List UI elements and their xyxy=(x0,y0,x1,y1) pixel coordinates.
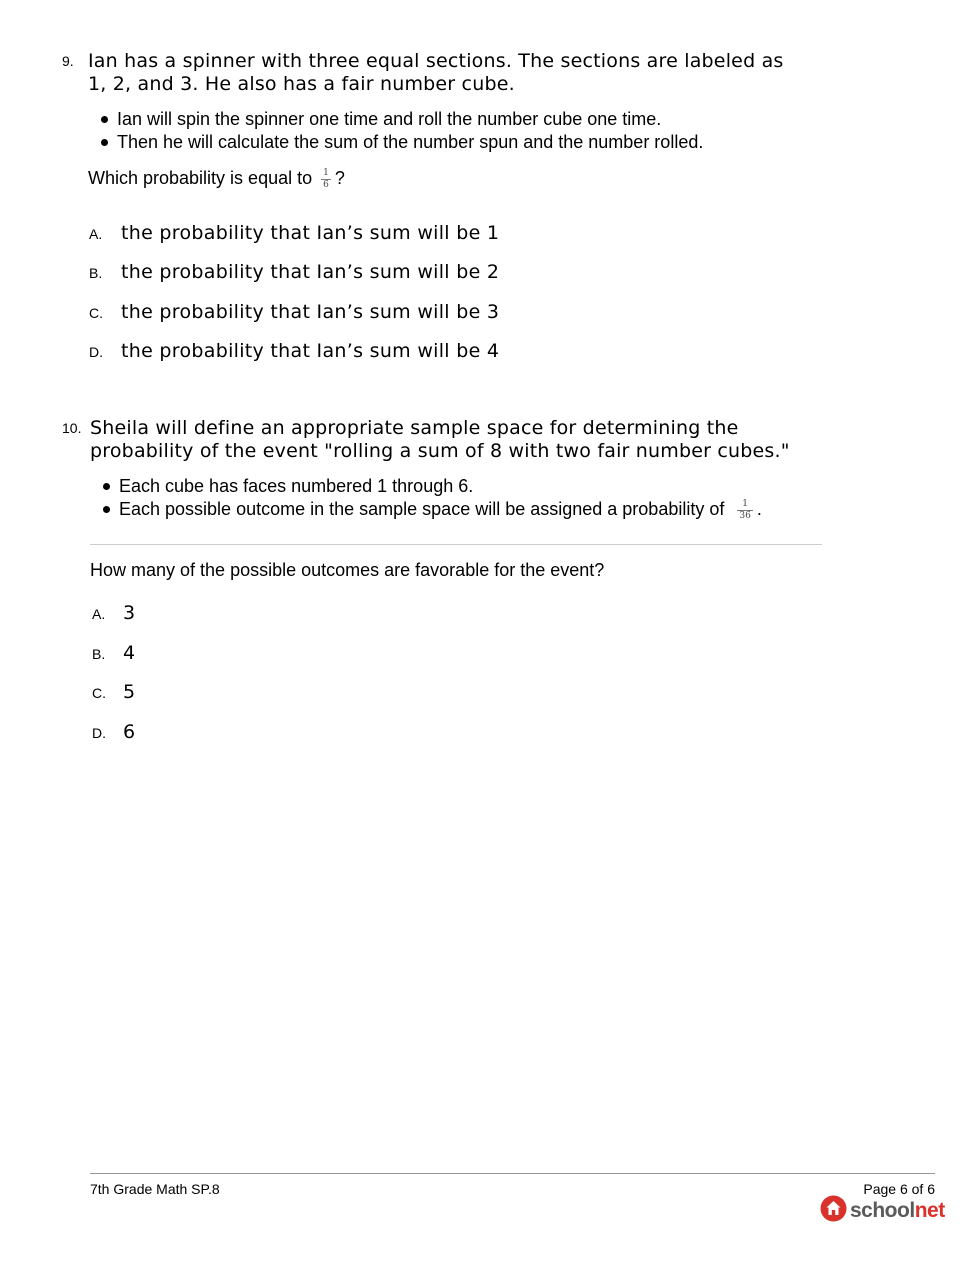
choice-text: 6 xyxy=(123,721,136,743)
choice-text: the probability that Ian’s sum will be 2 xyxy=(121,261,500,283)
question-prompt: How many of the possible outcomes are favorable for the event? xyxy=(90,560,605,580)
choice-letter: C. xyxy=(92,685,106,701)
question-prompt: Which probability is equal to $\frac{1}{6}$ ? xyxy=(88,167,345,190)
choice-text: 5 xyxy=(123,681,136,703)
answer-choice-b[interactable] xyxy=(89,261,499,283)
question-number: 9. xyxy=(62,53,74,69)
bullet-icon xyxy=(103,506,110,513)
question-number: 10. xyxy=(62,420,82,436)
bullet-icon xyxy=(103,483,110,490)
answer-choice-c[interactable] xyxy=(92,681,135,703)
fraction: $\frac{1}{6}$ xyxy=(323,167,329,190)
choice-letter: A. xyxy=(89,226,103,242)
stem-line: Ian has a spinner with three equal sections. The sections are labeled as xyxy=(88,50,784,72)
stem-line: Sheila will define an appropriate sample space for determining the xyxy=(90,417,739,439)
footer-title: 7th Grade Math SP.8 xyxy=(90,1181,220,1197)
bullet-list xyxy=(97,475,762,524)
answer-choice-d[interactable] xyxy=(92,721,135,743)
answer-choice-a[interactable] xyxy=(89,222,499,244)
house-icon xyxy=(820,1195,847,1227)
question-stem xyxy=(90,417,790,463)
choice-letter: D. xyxy=(92,725,106,741)
bullet-item: Then he will calculate the sum of the number spun and the number rolled. xyxy=(95,131,703,154)
answer-choice-d[interactable] xyxy=(89,340,499,362)
bullet-list xyxy=(95,108,703,154)
choice-text: 4 xyxy=(123,642,136,664)
choice-letter: C. xyxy=(89,305,103,321)
bullet-item: Each cube has faces numbered 1 through 6. xyxy=(97,475,762,498)
stem-line: probability of the event "rolling a sum of 8 with two fair number cubes." xyxy=(90,440,790,462)
choice-text: 3 xyxy=(123,602,136,624)
logo-text-school: school xyxy=(850,1199,915,1222)
page-number: Page 6 of 6 xyxy=(863,1181,935,1197)
schoolnet-logo xyxy=(820,1195,945,1223)
choice-letter: D. xyxy=(89,344,103,360)
bullet-item: Ian will spin the spinner one time and roll the number cube one time. xyxy=(95,108,703,131)
answer-choice-a[interactable] xyxy=(92,602,135,624)
bullet-icon xyxy=(101,139,108,146)
bullet-item: Each possible outcome in the sample space will be assigned a probability of $\frac{1}{36}$ . xyxy=(97,498,762,524)
divider xyxy=(90,544,822,545)
choice-letter: A. xyxy=(92,606,106,622)
choice-text: the probability that Ian’s sum will be 4 xyxy=(121,340,500,362)
choice-text: the probability that Ian’s sum will be 1 xyxy=(121,222,500,244)
logo-text-net: net xyxy=(914,1199,945,1222)
bullet-icon xyxy=(101,116,108,123)
answer-choice-c[interactable] xyxy=(89,301,499,323)
answer-choice-b[interactable] xyxy=(92,642,135,664)
choice-letter: B. xyxy=(92,646,106,662)
footer-divider xyxy=(90,1173,935,1174)
fraction: $\frac{1}{36}$ xyxy=(739,498,751,521)
choice-letter: B. xyxy=(89,265,103,281)
question-stem xyxy=(88,50,784,96)
choice-text: the probability that Ian’s sum will be 3 xyxy=(121,301,500,323)
stem-line: 1, 2, and 3. He also has a fair number cube. xyxy=(88,73,515,95)
